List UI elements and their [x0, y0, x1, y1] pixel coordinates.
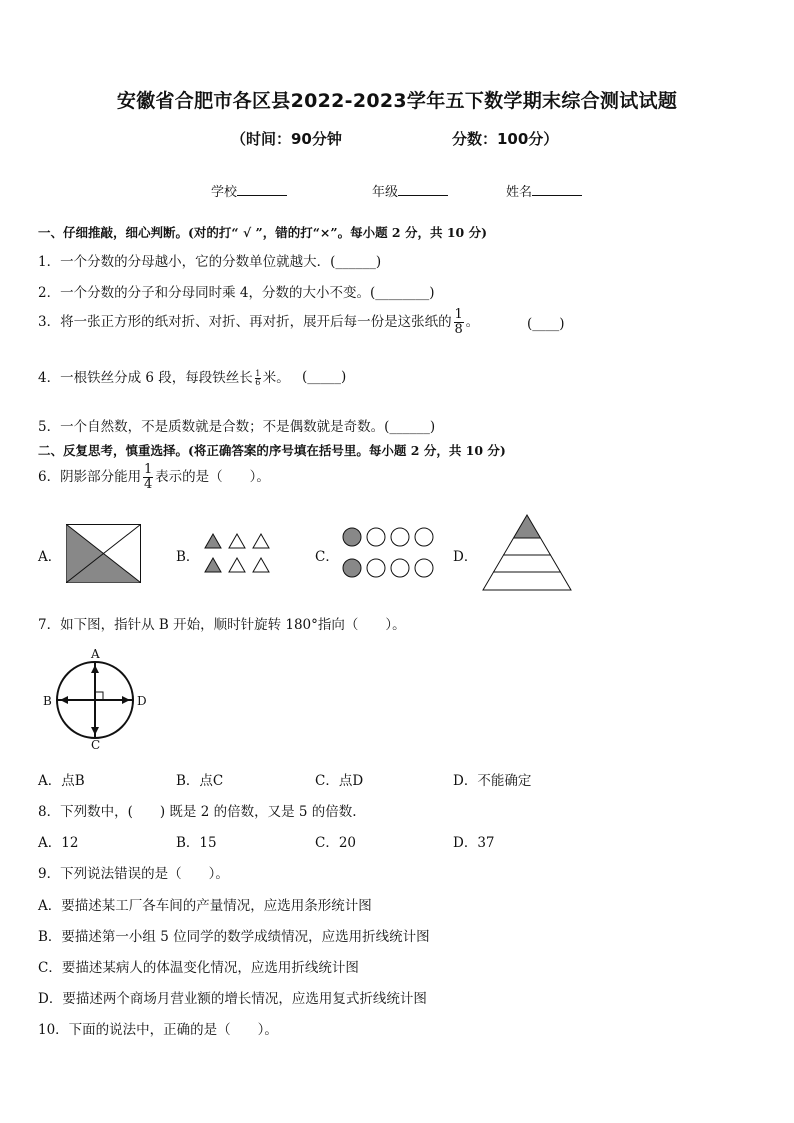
section1-heading: 一、仔细推敲，细心判断。(对的打“ √ ”，错的打“×”。每小题 2 分，共 10 分) — [38, 225, 487, 240]
fraction-numerator: 1 — [255, 369, 261, 378]
question-6-end: 表示的是（ ）。 — [155, 469, 270, 485]
grade-blank[interactable] — [398, 181, 448, 196]
q6-option-c-label: C． — [315, 549, 339, 565]
compass-label-east: D — [137, 694, 147, 708]
q9-option-a: A．要描述某工厂各车间的产量情况，应选用条形统计图 — [38, 898, 372, 914]
q7-option-c: C．点D — [315, 773, 364, 789]
question-3-text: 3．将一张正方形的纸对折、对折、再对折，展开后每一份是这张纸的 — [38, 314, 452, 330]
school-blank[interactable] — [237, 181, 287, 196]
fraction-denominator: 4 — [143, 477, 153, 492]
compass-label-south: C — [91, 738, 101, 752]
q6-figure-c — [342, 527, 438, 579]
question-7: 7．如下图，指针从 B 开始，顺时针旋转 180°指向（ ）。 — [38, 617, 406, 633]
question-10: 10．下面的说法中，正确的是（ ）。 — [38, 1022, 278, 1038]
q6-option-a-label: A． — [38, 549, 62, 565]
q6-figure-a — [66, 524, 142, 584]
q7-option-d: D．不能确定 — [453, 773, 532, 789]
fraction-numerator: 1 — [143, 462, 153, 477]
q9-option-d: D．要描述两个商场月营业额的增长情况，应选用复式折线统计图 — [38, 991, 427, 1007]
fraction-one-quarter — [143, 463, 153, 492]
question-3 — [38, 308, 479, 337]
fraction-denominator: 6 — [255, 378, 261, 387]
school-label: 学校 — [211, 185, 238, 200]
fraction-one-eighth — [454, 308, 464, 337]
q6-option-d-label: D． — [453, 549, 478, 565]
question-8: 8．下列数中，( ) 既是 2 的倍数，又是 5 的倍数. — [38, 804, 357, 820]
q9-option-b: B．要描述第一小组 5 位同学的数学成绩情况，应选用折线统计图 — [38, 929, 430, 945]
q8-option-d: D．37 — [453, 835, 495, 851]
q8-option-b: B．15 — [176, 835, 217, 851]
name-field — [506, 181, 582, 200]
grade-label: 年级 — [372, 185, 399, 200]
q6-figure-b — [205, 532, 271, 576]
question-4-end: 米。 — [262, 370, 290, 386]
time-label: （时间：90分钟 — [231, 130, 342, 148]
q9-option-c: C．要描述某病人的体温变化情况，应选用折线统计图 — [38, 960, 359, 976]
score-label: 分数：100分） — [452, 130, 559, 148]
question-6 — [38, 463, 270, 492]
question-5: 5．一个自然数，不是质数就是合数；不是偶数就是奇数。(______) — [38, 419, 436, 435]
fraction-numerator: 1 — [454, 307, 463, 322]
name-blank[interactable] — [532, 181, 582, 196]
question-3-end: 。 — [465, 314, 480, 330]
question-3-blank: (____) — [527, 316, 565, 332]
question-9: 9．下列说法错误的是（ ）。 — [38, 866, 229, 882]
q6-figure-d — [482, 514, 574, 592]
question-2: 2．一个分数的分子和分母同时乘 4，分数的大小不变。(________) — [38, 285, 435, 301]
q8-option-a: A．12 — [38, 835, 79, 851]
q7-option-b: B．点C — [176, 773, 224, 789]
fraction-one-sixth — [255, 370, 261, 387]
question-4-text: 4．一根铁丝分成 6 段，每段铁丝长 — [38, 370, 253, 386]
page-title: 安徽省合肥市各区县2022-2023学年五下数学期末综合测试试题 — [116, 90, 678, 112]
compass-label-west: B — [43, 694, 52, 708]
compass-label-north: A — [91, 647, 100, 661]
q7-option-a: A．点B — [38, 773, 85, 789]
question-4-blank: (_____) — [302, 369, 347, 385]
section2-heading: 二、反复思考，慎重选择。(将正确答案的序号填在括号里。每小题 2 分，共 10 分) — [38, 443, 506, 458]
compass-figure — [40, 648, 150, 752]
name-label: 姓名 — [506, 185, 533, 200]
question-1: 1．一个分数的分母越小，它的分数单位就越大．(______) — [38, 254, 382, 270]
grade-field — [372, 181, 448, 200]
q8-option-c: C．20 — [315, 835, 357, 851]
school-field — [211, 181, 287, 200]
question-4 — [38, 366, 290, 387]
question-6-text: 6．阴影部分能用 — [38, 469, 142, 485]
q6-option-b-label: B． — [176, 549, 200, 565]
fraction-denominator: 8 — [454, 322, 463, 337]
